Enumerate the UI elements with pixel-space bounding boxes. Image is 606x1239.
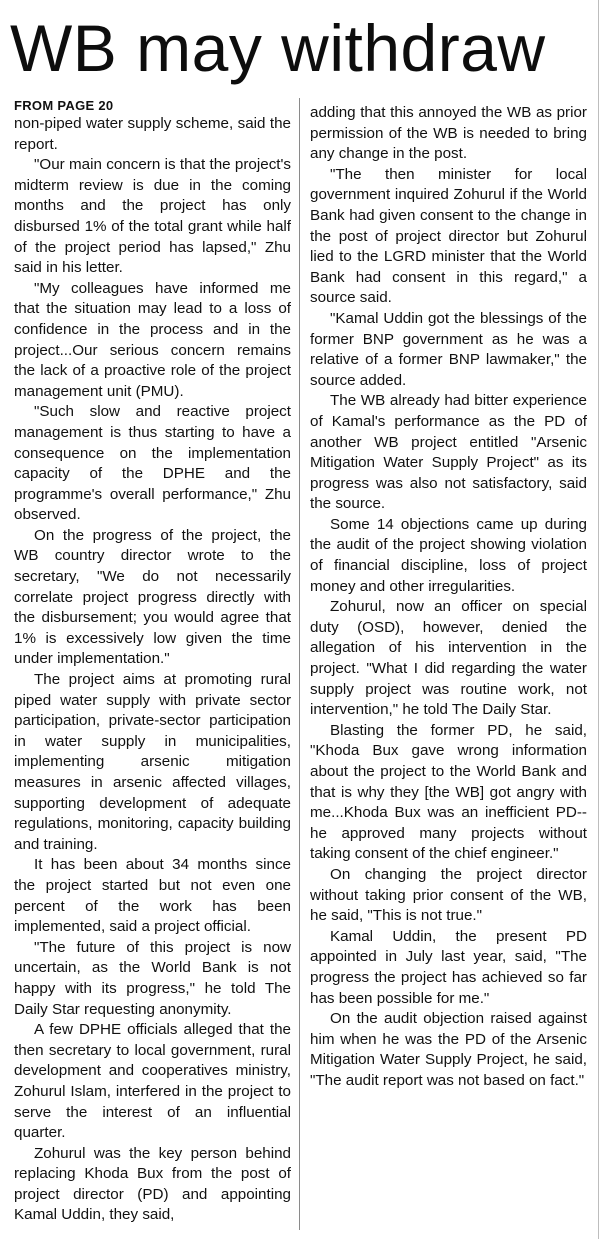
paragraph: adding that this annoyed the WB as prior permission of the WB is needed to bring any change in the post. <box>310 104 587 163</box>
paragraph: "Kamal Uddin got the blessings of the former BNP government as he was a relative of a former BNP lawmaker," the source added. <box>310 309 587 389</box>
paragraph: It has been about 34 months since the project started but not even one percent of the work has been implemented, said a project official. <box>14 856 291 936</box>
paragraph: Zohurul, now an officer on special duty (OSD), however, denied the allegation of his intervention in the project. "What I did regarding the water supply project was routine work, not intervention," he told The Daily Star. <box>310 598 587 719</box>
paragraph: "Such slow and reactive project management is thus starting to have a consequence on the implementation capacity of the DPHE and the programme's overall performance," Zhu observed. <box>14 403 291 524</box>
paragraph: A few DPHE officials alleged that the then secretary to local government, rural development and cooperatives ministry, Zohurul Islam, interfered in the project to serve the interest of an influential quarter. <box>14 1021 291 1142</box>
paragraph: Kamal Uddin, the present PD appointed in July last year, said, "The progress the project has achieved so far has been possible for me." <box>310 927 587 1007</box>
paragraph: "The then minister for local government inquired Zohurul if the World Bank had given consent to the change in the post of project director but Zohurul lied to the LGRD minister that the World Bank had consent in this regard," a source said. <box>310 165 587 307</box>
column-divider <box>299 98 300 1230</box>
left-column <box>14 97 291 1226</box>
headline: WB may withdraw <box>10 11 546 85</box>
paragraph: Some 14 objections came up during the audit of the project showing violation of financial discipline, loss of project money and other irregularities. <box>310 515 587 595</box>
paragraph: The project aims at promoting rural piped water supply with private sector participation, private-sector participation in water supply in municipalities, implementing arsenic mitigation measures in arsenic affected villages, supporting development of adequate regulations, monitoring, capacity building and training. <box>14 671 291 853</box>
paragraph: On the audit objection raised against him when he was the PD of the Arsenic Mitigation Water Supply Project, he said, "The audit report was not based on fact." <box>310 1010 587 1089</box>
paragraph: Blasting the former PD, he said, "Khoda Bux gave wrong information about the project to the World Bank and that is why they [the WB] got angry with me...Khoda Bux was an inefficient PD--he approved many projects without taking consent of the chief engineer." <box>310 721 587 863</box>
paragraph: "Our main concern is that the project's midterm review is due in the coming months and the project has only disbursed 1% of the total grant while half of the project period has lapsed," Zhu said in his letter. <box>14 156 291 277</box>
clipping-edge <box>598 0 606 1239</box>
right-column <box>310 103 587 1092</box>
paragraph: "My colleagues have informed me that the situation may lead to a loss of confidence in the process and in the project...Our serious concern remains the lack of a proactive role of the project management unit (PMU). <box>14 279 291 400</box>
paragraph: "The future of this project is now uncertain, as the World Bank is not happy with its progress," he told The Daily Star requesting anonymity. <box>14 938 291 1018</box>
paragraph: The WB already had bitter experience of Kamal's performance as the PD of another WB project entitled "Arsenic Mitigation Water Supply Project" as its progress was also not satisfactory, said the source. <box>310 392 587 513</box>
paragraph: On changing the project director without taking prior consent of the WB, he said, "This is not true." <box>310 865 587 925</box>
paragraph: Zohurul was the key person behind replacing Khoda Bux from the post of project director (PD) and appointing Kamal Uddin, they said, <box>14 1144 291 1224</box>
paragraph: non-piped water supply scheme, said the report. <box>14 115 291 153</box>
continuation-kicker: FROM PAGE 20 <box>14 98 114 113</box>
paragraph: On the progress of the project, the WB country director wrote to the secretary, "We do not necessarily correlate project progress directly with the disbursement; you would agree that 1% is excessively low given the time under implementation." <box>14 526 291 668</box>
